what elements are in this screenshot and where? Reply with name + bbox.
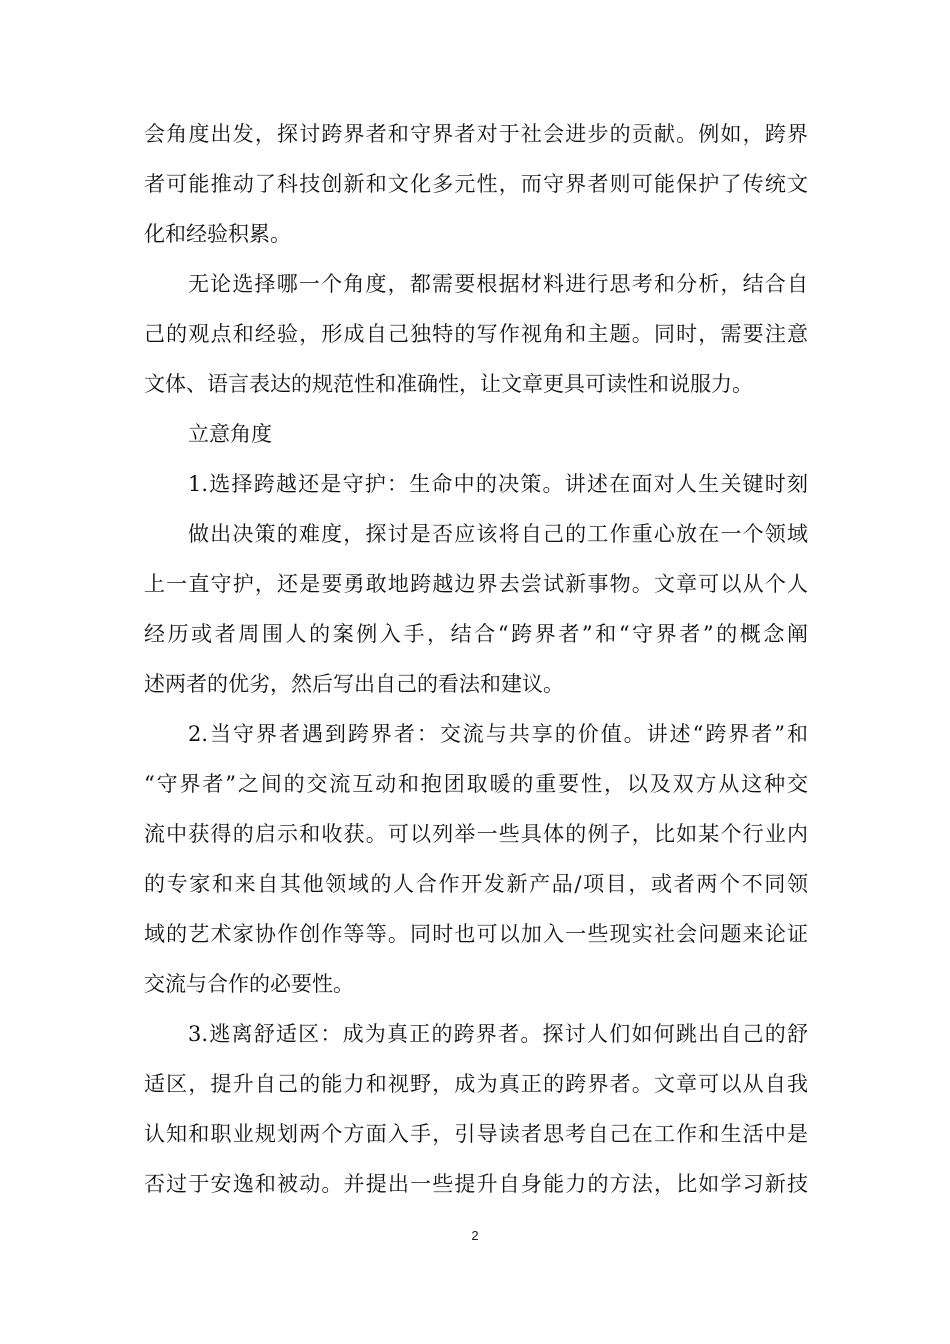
page-number: 2 (471, 1228, 479, 1243)
text-line-14: “守界者”之间的交流互动和抱团取暖的重要性，以及双方从这种交 (144, 772, 808, 796)
text-line-22: 否过于安逸和被动。并提出一些提升自身能力的方法，比如学习新技 (144, 1172, 808, 1196)
text-line-13: 2.当守界者遇到跨界者：交流与共享的价值。讲述“跨界者”和 (188, 722, 808, 746)
text-line-18: 交流与合作的必要性。 (144, 972, 354, 996)
text-line-1: 会角度出发，探讨跨界者和守界者对于社会进步的贡献。例如，跨界 (144, 122, 808, 146)
section-heading: 立意角度 (188, 422, 272, 446)
text-line-17: 域的艺术家协作创作等等。同时也可以加入一些现实社会问题来论证 (144, 922, 808, 946)
text-line-9: 做出决策的难度，探讨是否应该将自己的工作重心放在一个领域 (188, 522, 808, 546)
text-line-11: 经历或者周围人的案例入手，结合“跨界者”和“守界者”的概念阐 (144, 622, 808, 646)
text-line-3: 化和经验积累。 (144, 222, 291, 246)
text-line-2: 者可能推动了科技创新和文化多元性，而守界者则可能保护了传统文 (144, 172, 808, 196)
text-line-12: 述两者的优劣，然后写出自己的看法和建议。 (144, 672, 564, 696)
text-line-4: 无论选择哪一个角度，都需要根据材料进行思考和分析，结合自 (188, 272, 808, 296)
text-line-20: 适区，提升自己的能力和视野，成为真正的跨界者。文章可以从自我 (144, 1072, 808, 1096)
text-line-10: 上一直守护，还是要勇敢地跨越边界去尝试新事物。文章可以从个人 (144, 572, 808, 596)
text-line-6: 文体、语言表达的规范性和准确性，让文章更具可读性和说服力。 (144, 372, 753, 396)
text-line-5: 己的观点和经验，形成自己独特的写作视角和主题。同时，需要注意 (144, 322, 808, 346)
text-line-8: 1.选择跨越还是守护：生命中的决策。讲述在面对人生关键时刻 (188, 472, 808, 496)
text-line-16: 的专家和来自其他领域的人合作开发新产品/项目，或者两个不同领 (144, 872, 808, 896)
text-line-19: 3.逃离舒适区：成为真正的跨界者。探讨人们如何跳出自己的舒 (188, 1022, 808, 1046)
text-line-21: 认知和职业规划两个方面入手，引导读者思考自己在工作和生活中是 (144, 1122, 808, 1146)
text-line-15: 流中获得的启示和收获。可以列举一些具体的例子，比如某个行业内 (144, 822, 808, 846)
